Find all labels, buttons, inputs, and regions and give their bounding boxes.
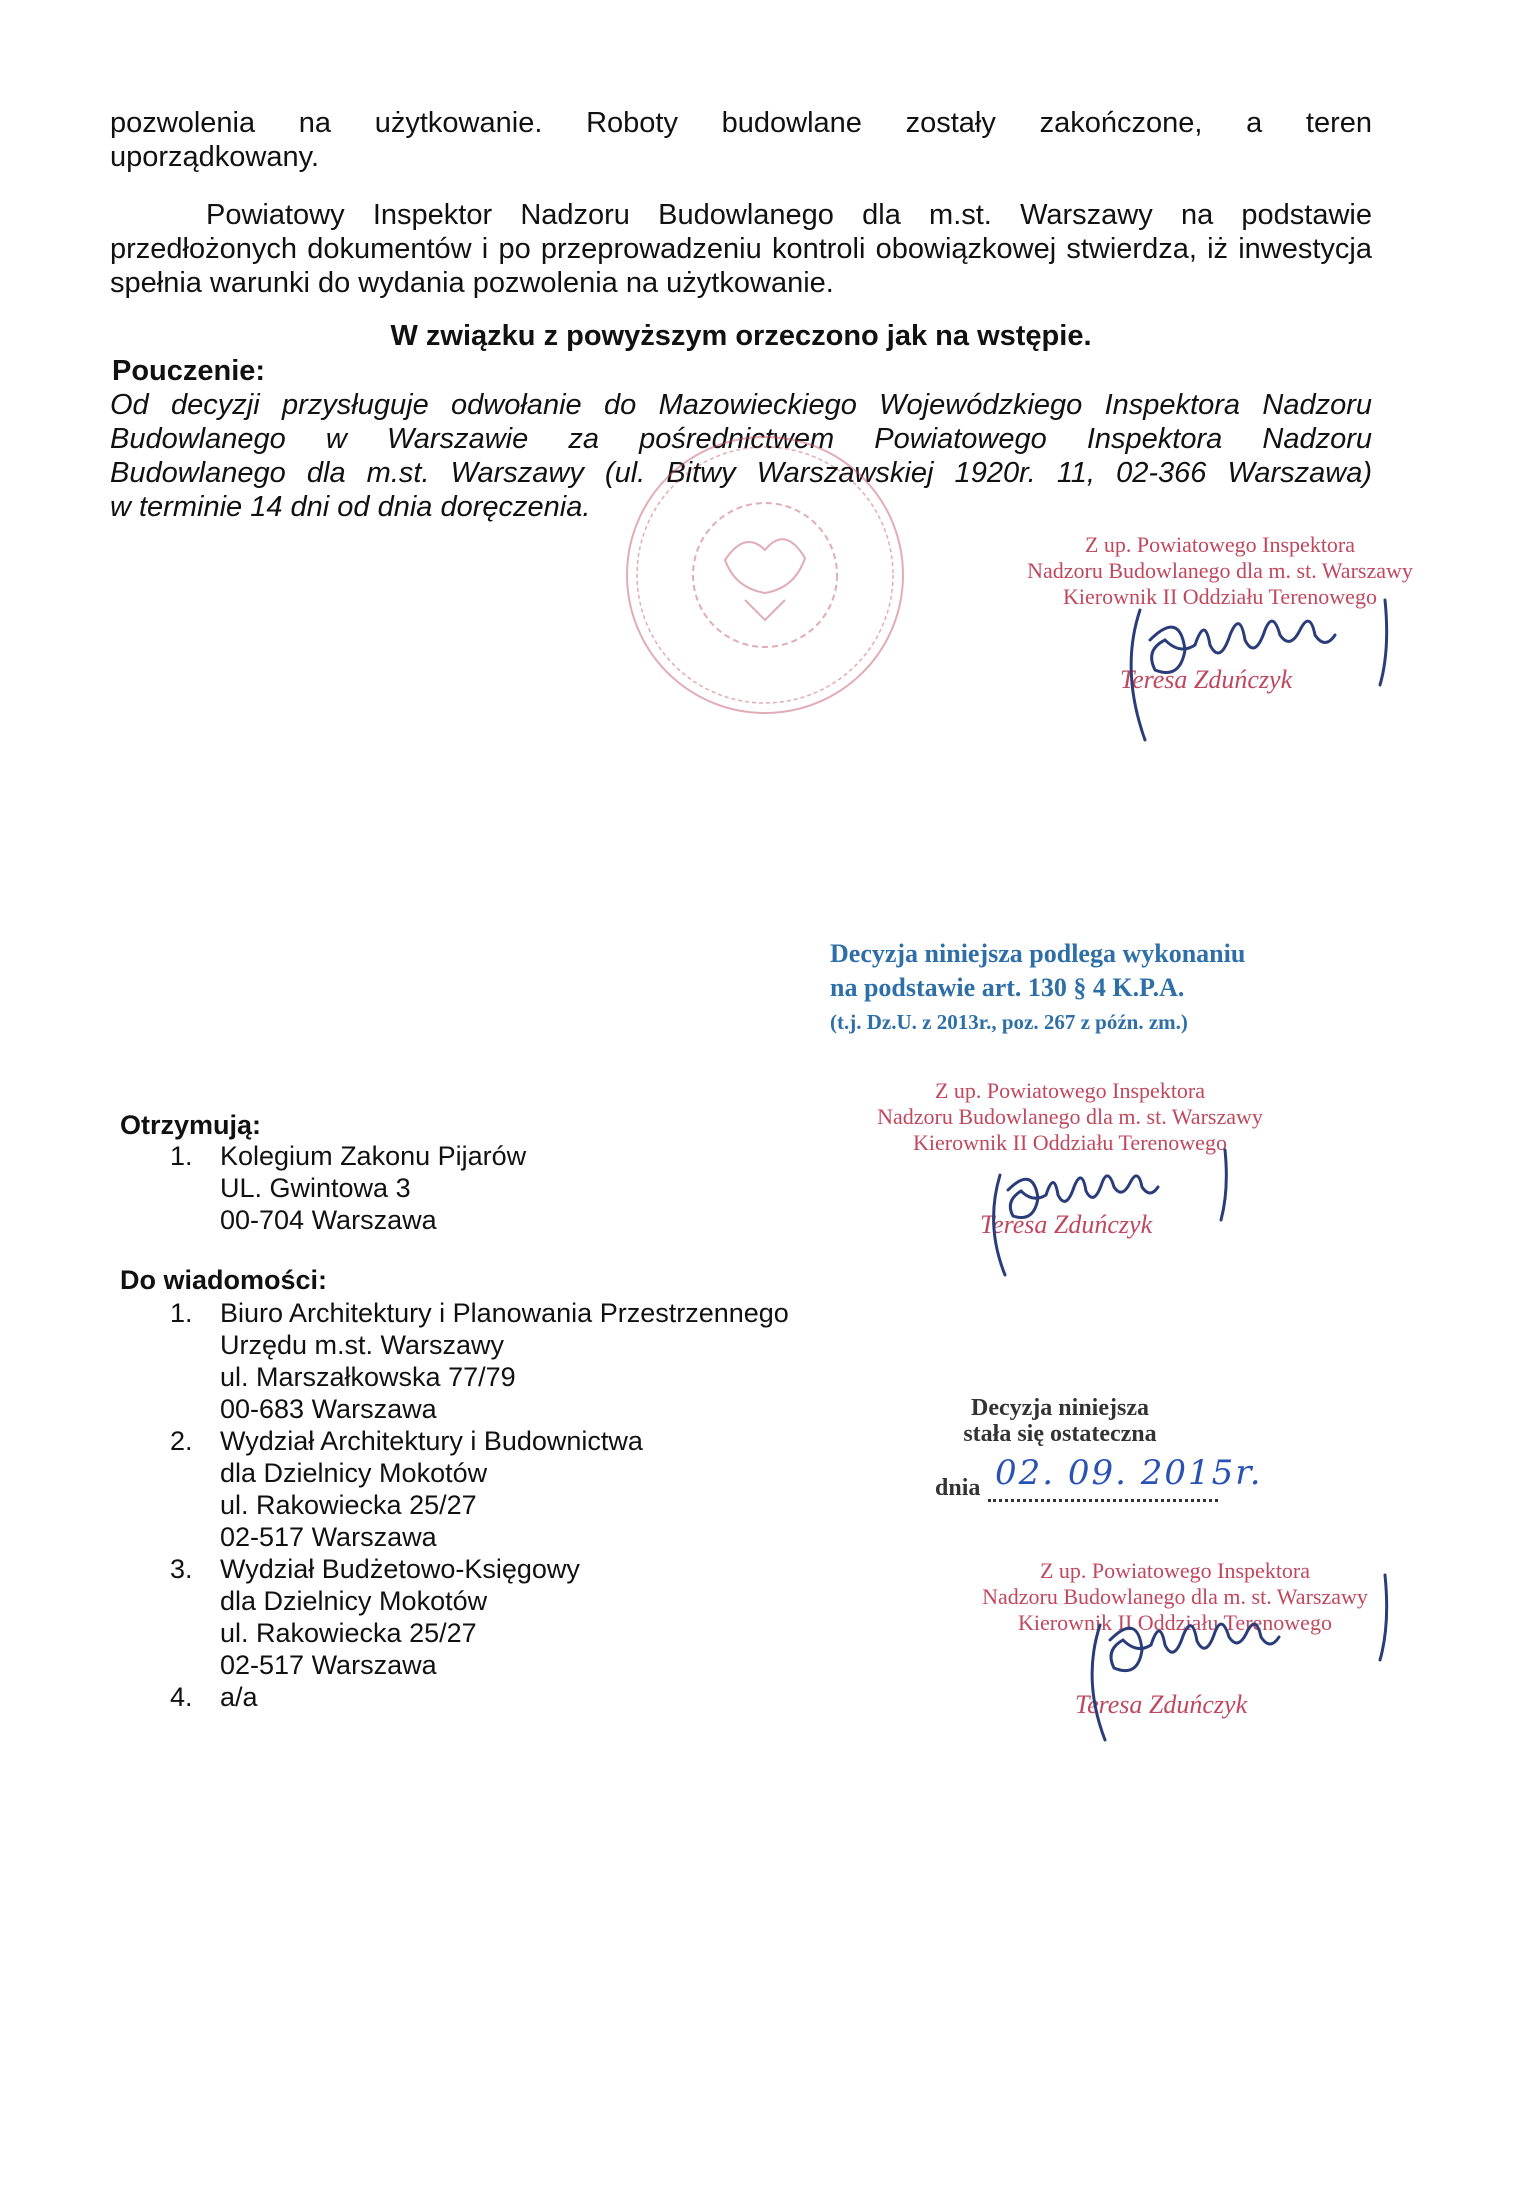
- stamp-line: Decyzja niniejsza: [971, 1395, 1149, 1421]
- stamp-line: Kierownik II Oddziału Terenowego: [1018, 1610, 1332, 1635]
- stamp-line: Z up. Powiatowego Inspektora: [934, 1078, 1206, 1103]
- list-line: ul. Rakowiecka 25/27: [220, 1618, 477, 1648]
- cc-list: [170, 1297, 870, 1713]
- stamp-line: stała się ostateczna: [963, 1421, 1157, 1447]
- paragraph-line: uporządkowany.: [110, 141, 320, 173]
- stamp-line: (t.j. Dz.U. z 2013r., poz. 267 z późn. zm.): [830, 1010, 1188, 1034]
- stamp-line: Kierownik II Oddziału Terenowego: [913, 1130, 1227, 1155]
- list-item: [170, 1297, 870, 1425]
- stamp-line: na podstawie art. 130 § 4 K.P.A.: [830, 973, 1185, 1002]
- pouczenie-line: Od decyzji przysługuje odwołanie do Mazowieckiego Wojewódzkiego Inspektora Nadzoru: [110, 389, 1372, 421]
- dnia-label: dnia: [935, 1475, 981, 1501]
- list-line: UL. Gwintowa 3: [220, 1173, 411, 1203]
- list-line: Kolegium Zakonu Pijarów: [220, 1141, 527, 1171]
- stamp-line: Nadzoru Budowlanego dla m. st. Warszawy: [982, 1584, 1368, 1609]
- conclusion-line: W związku z powyższym orzeczono jak na wstępie.: [390, 320, 1092, 352]
- list-line: 02-517 Warszawa: [220, 1522, 437, 1552]
- list-line: a/a: [220, 1682, 258, 1712]
- list-line: Wydział Budżetowo-Księgowy: [220, 1554, 580, 1584]
- cc-heading: Do wiadomości:: [120, 1265, 328, 1295]
- pouczenie-heading: Pouczenie:: [112, 355, 266, 387]
- stamp-line: Nadzoru Budowlanego dla m. st. Warszawy: [877, 1104, 1263, 1129]
- list-item: [170, 1553, 870, 1681]
- list-item: [170, 1681, 870, 1713]
- list-line: 02-517 Warszawa: [220, 1650, 437, 1680]
- paragraph-text: Powiatowy Inspektor Nadzoru Budowlanego dla m.st. Warszawy na podstawie przedłożonych dokumentów i po przeprowadzeniu kontroli obowiązkowej stwierdza, iż inwestycja spełnia warunki do wydania pozwolenia na użytkowanie.: [110, 199, 1372, 299]
- signatory-name: Teresa Zduńczyk: [1075, 1690, 1248, 1719]
- stamp-line: Decyzja niniejsza podlega wykonaniu: [830, 939, 1246, 968]
- list-line: dla Dzielnicy Mokotów: [220, 1458, 488, 1488]
- handwritten-date: 02. 09. 2015r.: [995, 1453, 1263, 1493]
- list-line: 00-683 Warszawa: [220, 1394, 437, 1424]
- list-line: Wydział Architektury i Budownictwa: [220, 1426, 643, 1456]
- list-line: Urzędu m.st. Warszawy: [220, 1330, 505, 1360]
- recipients-heading: Otrzymują:: [120, 1110, 262, 1140]
- stamp-line: Kierownik II Oddziału Terenowego: [1063, 584, 1377, 609]
- list-number: 2.: [170, 1426, 193, 1456]
- list-line: ul. Marszałkowska 77/79: [220, 1362, 516, 1392]
- pouczenie-line: Budowlanego dla m.st. Warszawy (ul. Bitwy Warszawskiej 1920r. 11, 02-366 Warszawa): [110, 457, 1372, 489]
- pouczenie-line: Budowlanego w Warszawie za pośrednictwem Powiatowego Inspektora Nadzoru: [110, 423, 1372, 455]
- list-number: 1.: [170, 1298, 193, 1328]
- list-number: 1.: [170, 1141, 193, 1171]
- list-line: Biuro Architektury i Planowania Przestrzennego: [220, 1298, 789, 1328]
- list-line: 00-704 Warszawa: [220, 1205, 437, 1235]
- stamp-line: Nadzoru Budowlanego dla m. st. Warszawy: [1027, 558, 1413, 583]
- signatory-name: Teresa Zduńczyk: [1120, 665, 1293, 694]
- list-line: ul. Rakowiecka 25/27: [220, 1490, 477, 1520]
- paragraph-line: pozwolenia na użytkowanie. Roboty budowlane zostały zakończone, a teren: [110, 107, 1372, 139]
- pouczenie-line: w terminie 14 dni od dnia doręczenia.: [110, 491, 591, 523]
- list-item: [170, 1140, 730, 1236]
- list-line: dla Dzielnicy Mokotów: [220, 1586, 488, 1616]
- list-item: [170, 1425, 870, 1553]
- list-number: 3.: [170, 1554, 193, 1584]
- recipients-list: [170, 1140, 730, 1236]
- list-number: 4.: [170, 1682, 193, 1712]
- stamp-line: Z up. Powiatowego Inspektora: [1084, 532, 1356, 557]
- stamp-line: Z up. Powiatowego Inspektora: [1039, 1558, 1311, 1583]
- signatory-name: Teresa Zduńczyk: [980, 1210, 1153, 1239]
